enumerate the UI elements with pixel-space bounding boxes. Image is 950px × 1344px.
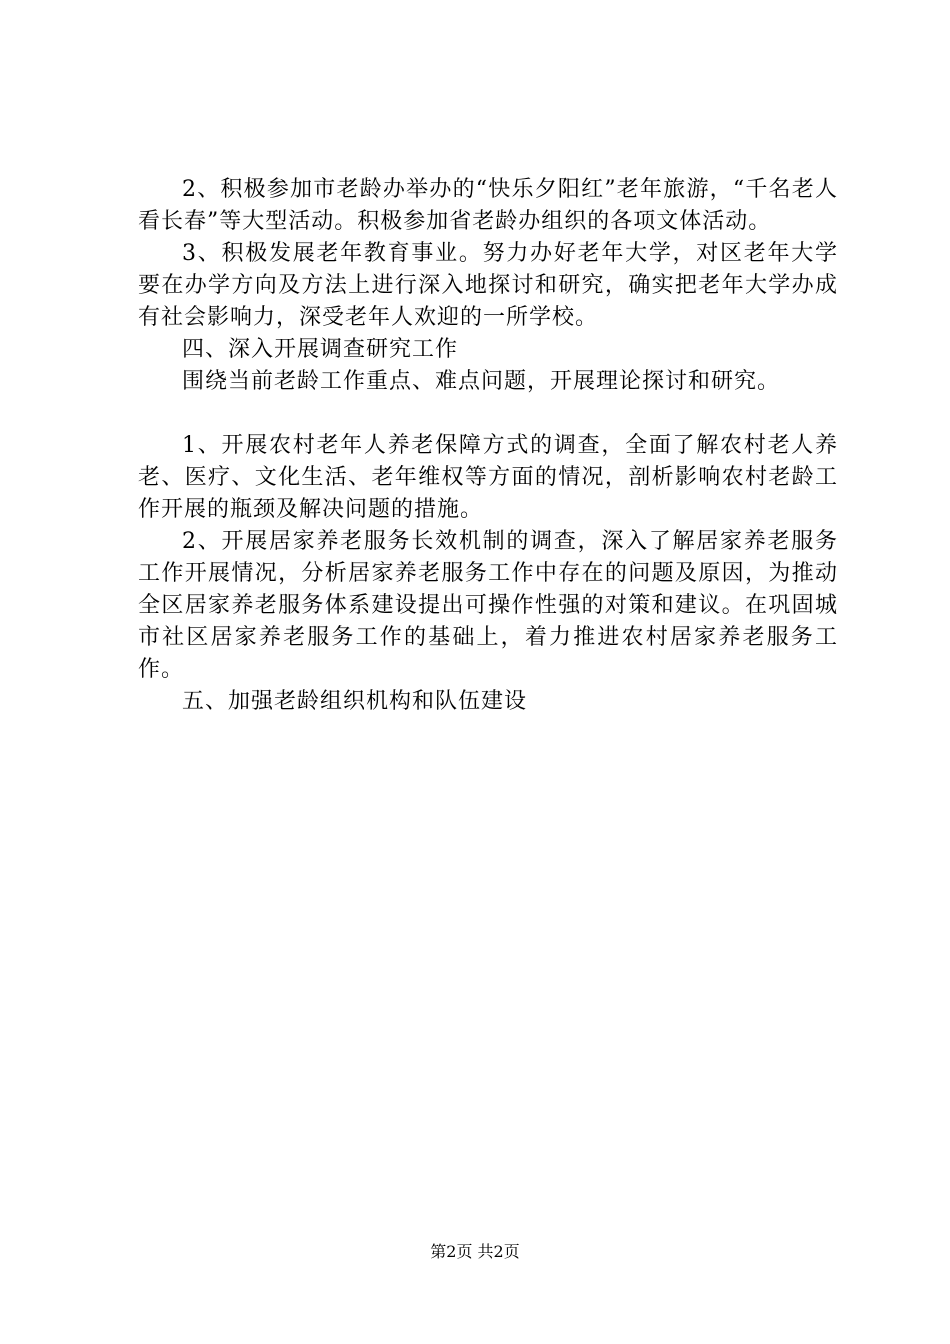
paragraph-education: 3、积极发展老年教育事业。努力办好老年大学，对区老年大学要在办学方向及方法上进行深入地探讨和研究，确实把老年大学办成有社会影响力，深受老年人欢迎的一所学校。 <box>138 241 838 330</box>
page-number-footer: 第2页 共2页 <box>430 1242 520 1261</box>
paragraph-research-intro: 围绕当前老龄工作重点、难点问题，开展理论探讨和研究。 <box>182 369 781 394</box>
paragraph-home-care-survey: 2、开展居家养老服务长效机制的调查，深入了解居家养老服务工作开展情况，分析居家养老服务工作中存在的问题及原因，为推动全区居家养老服务体系建设提出可操作性强的对策和建议。在巩固城市社区居家养老服务工作的基础上，着力推进农村居家养老服务工作。 <box>138 529 838 682</box>
section-heading-organization: 五、加强老龄组织机构和队伍建设 <box>182 689 528 714</box>
document-body <box>138 174 838 718</box>
section-heading-research: 四、深入开展调查研究工作 <box>182 337 459 362</box>
paragraph-activities: 2、积极参加市老龄办举办的“快乐夕阳红”老年旅游，“千名老人看长春”等大型活动。积极参加省老龄办组织的各项文体活动。 <box>138 177 838 234</box>
paragraph-rural-survey: 1、开展农村老年人养老保障方式的调查，全面了解农村老人养老、医疗、文化生活、老年维权等方面的情况，剖析影响农村老龄工作开展的瓶颈及解决问题的措施。 <box>138 433 838 522</box>
